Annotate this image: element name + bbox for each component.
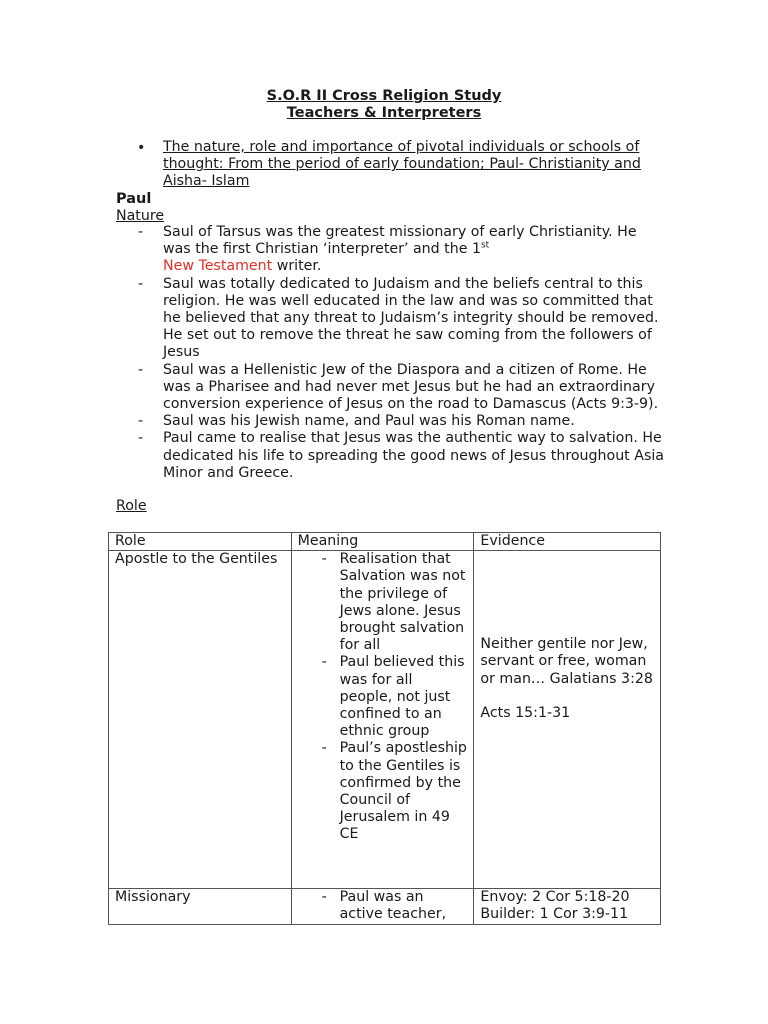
ordinal-suffix: st xyxy=(480,240,490,251)
dash-marker: - xyxy=(321,654,327,671)
list-item xyxy=(138,413,668,430)
meaning-cell xyxy=(291,551,474,889)
list-item xyxy=(298,889,468,923)
evidence-cell xyxy=(474,551,661,889)
bullet-icon: • xyxy=(137,140,146,156)
list-item xyxy=(298,740,468,843)
table-row xyxy=(109,551,661,889)
dash-marker: - xyxy=(138,430,144,447)
syllabus-focus-point: The nature, role and importance of pivotal individuals or schools of thought: From the period of early foundation; Paul- Christianity and Aisha- Islam xyxy=(163,139,641,190)
evidence-reference: Builder: 1 Cor 3:9-11 xyxy=(480,906,629,923)
list-item xyxy=(138,276,668,362)
table-row xyxy=(109,889,661,924)
evidence-cell xyxy=(474,889,661,924)
meaning-cell xyxy=(291,889,474,924)
section-heading-paul: Paul xyxy=(116,191,152,207)
column-header-role: Role xyxy=(109,533,292,551)
meaning-list xyxy=(298,551,468,843)
nature-point-text: Saul was totally dedicated to Judaism and the beliefs central to this religion. He was well educated in the law and was so committed that he believed that any threat to Judaism’s integrity should be removed. He set out to remove the threat he saw coming from the followers of Jesus xyxy=(163,275,659,361)
dash-marker: - xyxy=(138,275,144,292)
list-item xyxy=(138,430,668,482)
role-heading: Role xyxy=(116,498,147,514)
dash-marker: - xyxy=(321,551,327,568)
column-header-evidence: Evidence xyxy=(474,533,661,551)
meaning-text: Realisation that Salvation was not the privilege of Jews alone. Jesus brought salvation for all xyxy=(339,551,466,654)
dash-marker: - xyxy=(321,740,327,757)
nature-list xyxy=(138,224,668,482)
nature-point-text: Saul was his Jewish name, and Paul was his Roman name. xyxy=(163,413,575,430)
list-item xyxy=(138,224,668,276)
highlighted-term: New Testament xyxy=(163,258,273,275)
page-subtitle: Teachers & Interpreters xyxy=(286,105,482,121)
dash-marker: - xyxy=(321,889,327,906)
evidence-reference: Envoy: 2 Cor 5:18-20 xyxy=(480,889,630,906)
role-table xyxy=(108,532,661,925)
role-cell: Missionary xyxy=(109,889,292,924)
table-header-row xyxy=(109,533,661,551)
column-header-meaning: Meaning xyxy=(291,533,474,551)
nature-point-text: writer. xyxy=(272,258,322,275)
meaning-text: Paul’s apostleship to the Gentiles is confirmed by the Council of Jerusalem in 49 CE xyxy=(339,740,467,843)
meaning-list xyxy=(298,889,468,923)
list-item xyxy=(298,551,468,654)
dash-marker: - xyxy=(138,224,144,240)
dash-marker: - xyxy=(138,361,144,378)
meaning-text: Paul believed this was for all people, not just confined to an ethnic group xyxy=(339,654,465,740)
role-cell: Apostle to the Gentiles xyxy=(109,551,292,889)
dash-marker: - xyxy=(138,413,144,430)
nature-point-text: Paul came to realise that Jesus was the authentic way to salvation. He dedicated his life to spreading the good news of Jesus throughout Asia Minor and Greece. xyxy=(163,430,664,481)
evidence-reference: Acts 15:1-31 xyxy=(480,704,571,721)
page-title: S.O.R II Cross Religion Study xyxy=(266,88,502,104)
list-item xyxy=(298,654,468,740)
nature-heading: Nature xyxy=(116,208,165,224)
meaning-text: Paul was an active teacher, xyxy=(339,889,447,923)
list-item xyxy=(138,362,668,414)
nature-point-text: Saul was a Hellenistic Jew of the Diaspora and a citizen of Rome. He was a Pharisee and had never met Jesus but he had an extraordinary conversion experience of Jesus on the road to Damascus (Acts 9:3-9). xyxy=(163,361,659,413)
evidence-quote: Neither gentile nor Jew, servant or free, woman or man… Galatians 3:28 xyxy=(480,636,653,687)
nature-point-text: Saul of Tarsus was the greatest missionary of early Christianity. He was the first Christian ‘interpreter’ and the 1 xyxy=(163,224,637,258)
